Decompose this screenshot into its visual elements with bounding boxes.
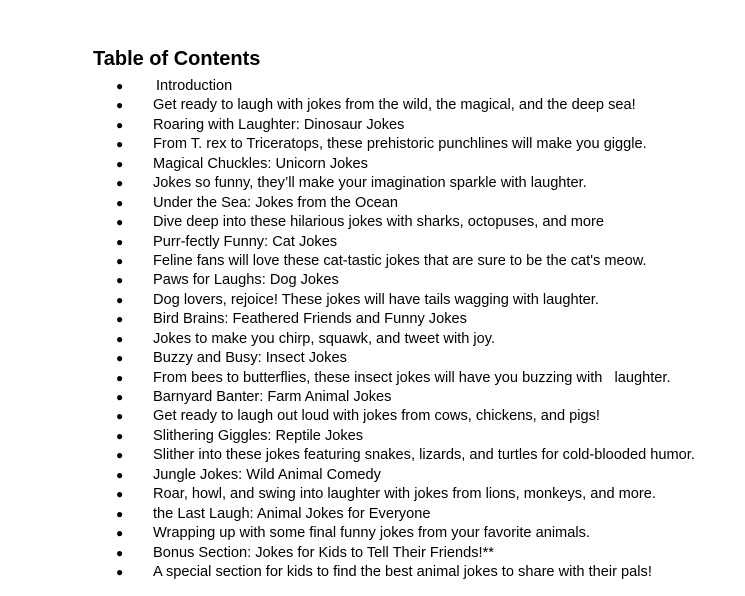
toc-item-text: Get ready to laugh out loud with jokes from cows, chickens, and pigs! [153, 408, 600, 425]
toc-item-text: Roaring with Laughter: Dinosaur Jokes [153, 116, 405, 133]
toc-item-text: Jungle Jokes: Wild Animal Comedy [153, 466, 381, 483]
toc-item [0, 233, 745, 252]
toc-item-text: Slither into these jokes featuring snakes, lizards, and turtles for cold-blooded humor. [153, 447, 695, 464]
toc-item [0, 194, 745, 213]
toc-item [0, 77, 745, 96]
bullet-icon: ● [116, 156, 124, 171]
toc-item-text: Get ready to laugh with jokes from the wild, the magical, and the deep sea! [153, 97, 636, 114]
toc-item-text: Feline fans will love these cat-tastic jokes that are sure to be the cat's meow. [153, 252, 647, 269]
bullet-icon: ● [116, 176, 124, 191]
toc-item [0, 407, 745, 426]
bullet-icon: ● [116, 312, 124, 327]
toc-item-text: Purr-fectly Funny: Cat Jokes [153, 233, 338, 250]
toc-item-text: Bonus Section: Jokes for Kids to Tell Their Friends!** [153, 544, 494, 561]
toc-item [0, 505, 745, 524]
toc-item-text: Dive deep into these hilarious jokes with sharks, octopuses, and more [153, 214, 605, 231]
toc-item [0, 563, 745, 582]
bullet-icon: ● [116, 545, 124, 560]
bullet-icon: ● [116, 506, 124, 521]
bullet-icon: ● [116, 467, 124, 482]
toc-item [0, 213, 745, 232]
toc-item [0, 466, 745, 485]
toc-item-text: Magical Chuckles: Unicorn Jokes [153, 155, 368, 172]
toc-item [0, 544, 745, 563]
toc-item-text: Under the Sea: Jokes from the Ocean [153, 194, 398, 211]
bullet-icon: ● [116, 215, 124, 230]
toc-item-text: Slithering Giggles: Reptile Jokes [153, 427, 364, 444]
toc-item-text: Wrapping up with some final funny jokes from your favorite animals. [153, 525, 590, 542]
toc-item-text: A special section for kids to find the best animal jokes to share with their pals! [153, 563, 652, 580]
bullet-icon: ● [116, 117, 124, 132]
toc-item [0, 349, 745, 368]
bullet-icon: ● [116, 409, 124, 424]
toc-item-text: Introduction [156, 78, 233, 94]
toc-item [0, 427, 745, 446]
toc-item [0, 446, 745, 465]
toc-list [0, 77, 745, 582]
toc-item [0, 485, 745, 504]
toc-item [0, 291, 745, 310]
toc-item-text: Paws for Laughs: Dog Jokes [153, 272, 339, 289]
toc-item [0, 310, 745, 329]
toc-item-text: Jokes to make you chirp, squawk, and tweet with joy. [153, 330, 496, 347]
toc-item-text: the Last Laugh: Animal Jokes for Everyone [153, 505, 431, 522]
toc-item-text: Buzzy and Busy: Insect Jokes [153, 350, 347, 367]
bullet-icon: ● [116, 98, 124, 113]
toc-item [0, 96, 745, 115]
bullet-icon: ● [116, 390, 124, 404]
toc-item [0, 524, 745, 543]
bullet-icon: ● [116, 253, 124, 268]
bullet-icon: ● [116, 331, 124, 346]
bullet-icon: ● [116, 370, 124, 385]
toc-item-text: Roar, howl, and swing into laughter with jokes from lions, monkeys, and more. [153, 486, 656, 503]
toc-item-text: From T. rex to Triceratops, these prehistoric punchlines will make you giggle. [153, 136, 647, 153]
toc-item [0, 388, 745, 407]
toc-item [0, 116, 745, 135]
toc-title: Table of Contents [93, 48, 261, 70]
bullet-icon: ● [116, 351, 124, 366]
toc-item-text: Bird Brains: Feathered Friends and Funny Jokes [153, 311, 467, 328]
bullet-icon: ● [116, 273, 124, 288]
bullet-icon: ● [116, 195, 124, 210]
toc-item-text: Jokes so funny, they’ll make your imagination sparkle with laughter. [153, 175, 587, 192]
bullet-icon: ● [116, 448, 124, 463]
toc-item-text: From bees to butterflies, these insect jokes will have you buzzing with laughter. [153, 369, 671, 386]
toc-item-text: Barnyard Banter: Farm Animal Jokes [153, 389, 392, 405]
toc-item [0, 174, 745, 193]
bullet-icon: ● [116, 487, 124, 502]
bullet-icon: ● [116, 79, 124, 93]
bullet-icon: ● [116, 428, 124, 443]
toc-item [0, 155, 745, 174]
toc-item-text: Dog lovers, rejoice! These jokes will have tails wagging with laughter. [153, 291, 599, 308]
toc-item [0, 330, 745, 349]
bullet-icon: ● [116, 526, 124, 541]
bullet-icon: ● [116, 292, 124, 307]
toc-item [0, 252, 745, 271]
toc-item [0, 135, 745, 154]
bullet-icon: ● [116, 234, 124, 249]
toc-item [0, 271, 745, 290]
toc-item [0, 369, 745, 388]
bullet-icon: ● [116, 137, 124, 152]
bullet-icon: ● [116, 564, 124, 579]
